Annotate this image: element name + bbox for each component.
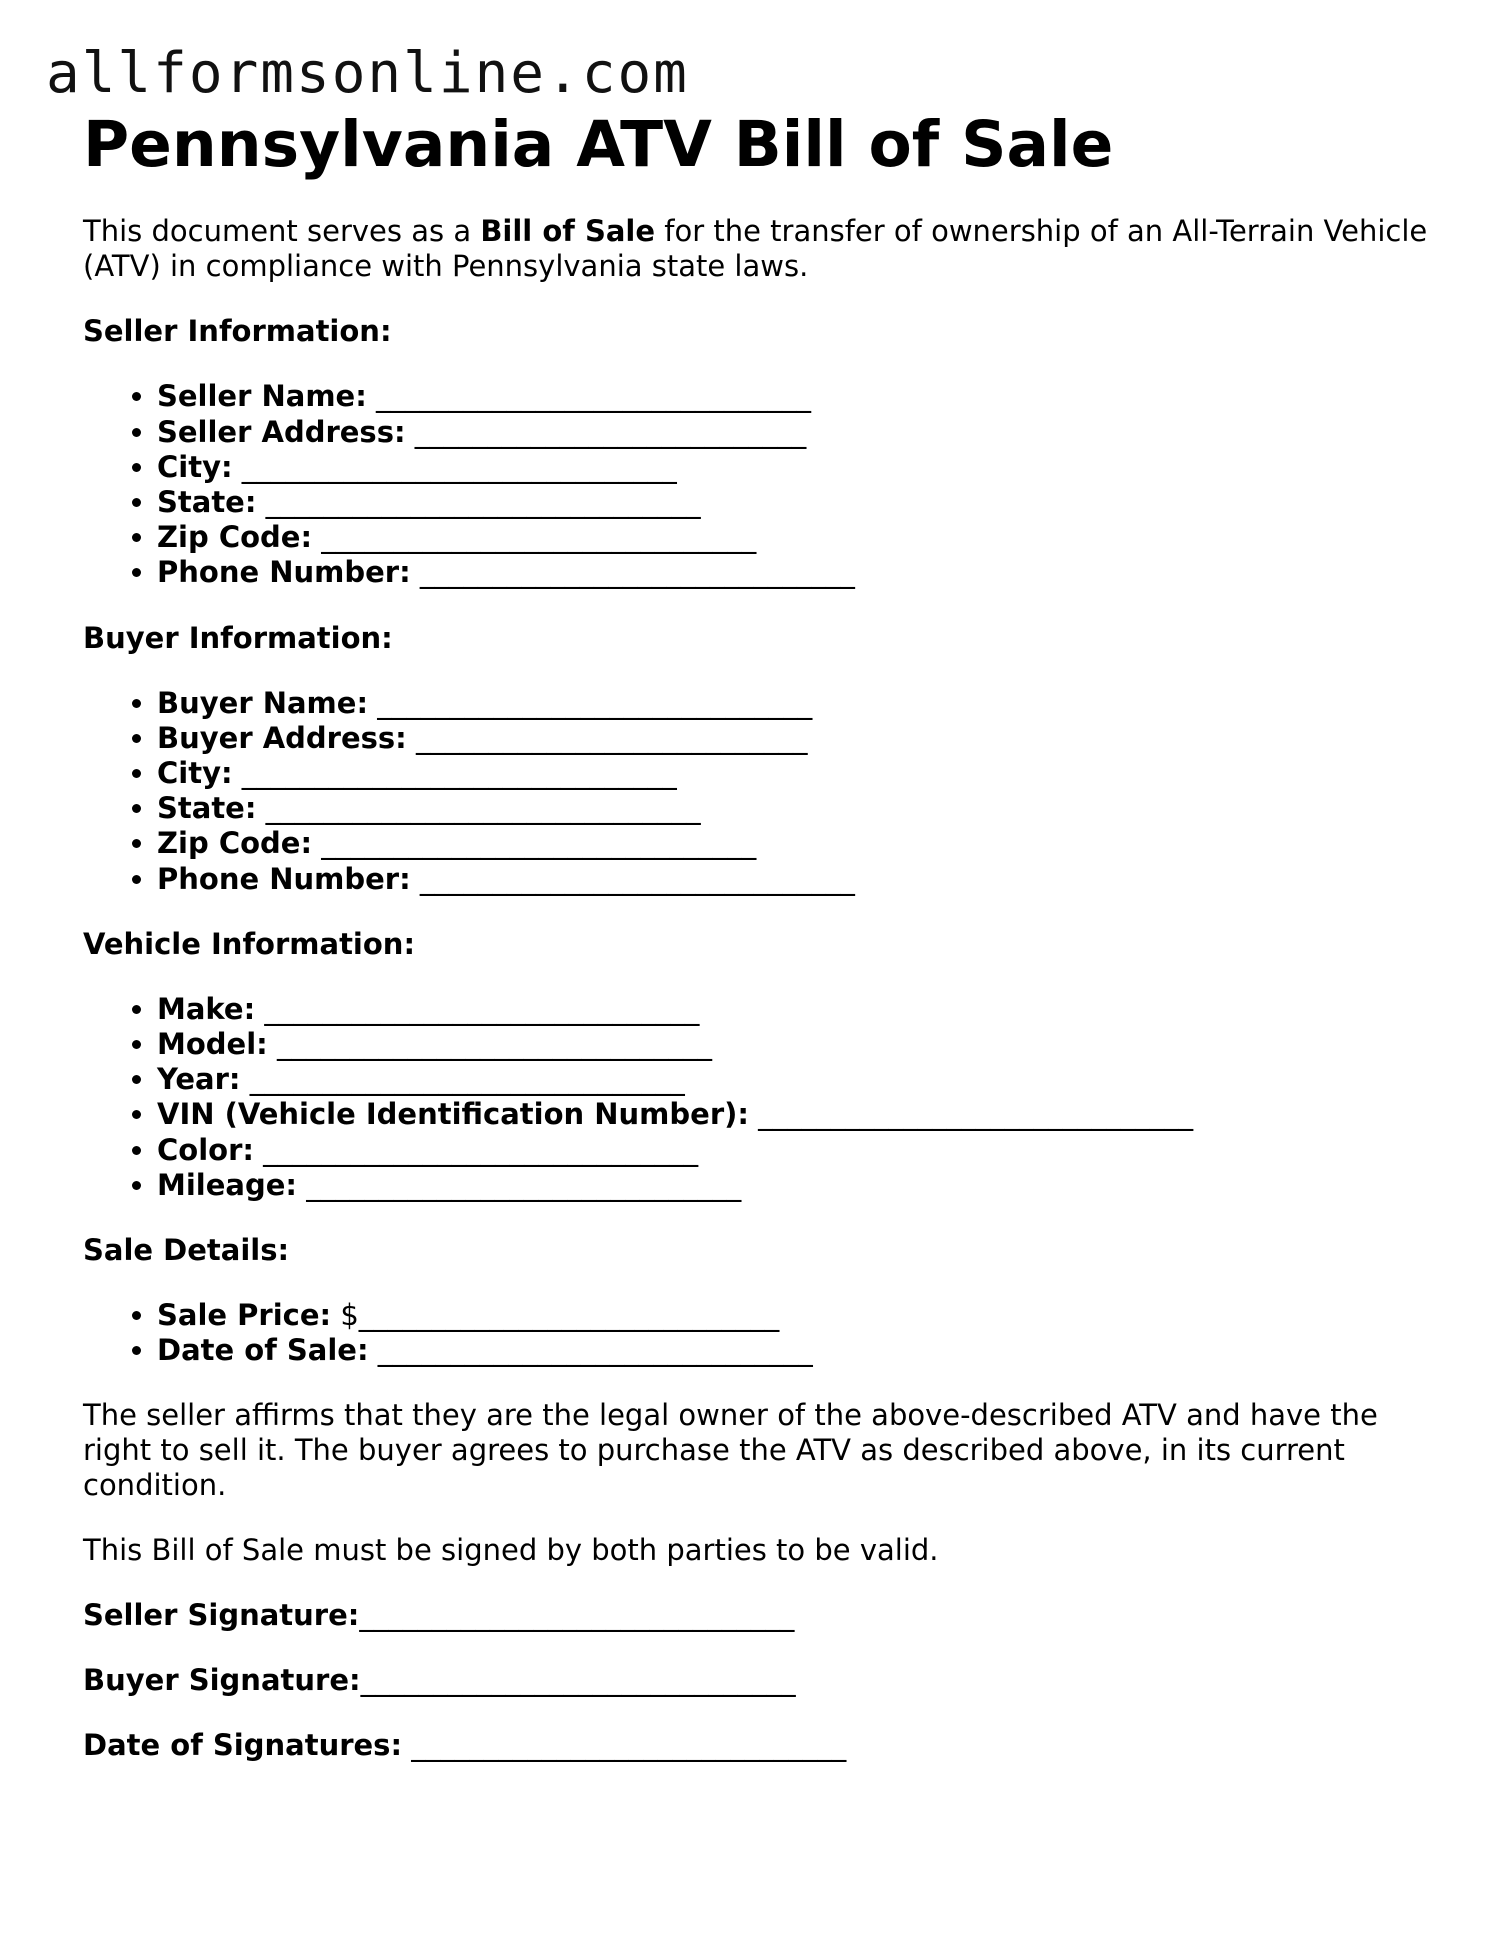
field-blank: ______________________________ <box>410 555 855 590</box>
signature-label: Seller Signature: <box>83 1598 360 1633</box>
field-blank: ______________________________ <box>297 1167 742 1202</box>
buyer-phone-field[interactable] <box>157 862 1433 897</box>
field-label: Sale Price: <box>157 1297 332 1332</box>
intro-text-before: This document serves as a <box>83 214 481 249</box>
field-blank: ______________________________ <box>410 861 855 896</box>
field-blank: ______________________________ <box>366 379 812 414</box>
field-blank: ______________________________ <box>368 1333 813 1368</box>
signature-label: Buyer Signature: <box>83 1663 361 1698</box>
field-blank: ______________________________ <box>256 791 701 826</box>
seller-state-field[interactable] <box>157 485 1433 520</box>
field-blank: $_____________________________ <box>331 1297 780 1332</box>
field-label: Buyer Name: <box>157 685 369 720</box>
buyer-zip-field[interactable] <box>157 826 1433 861</box>
signature-blank: ______________________________ <box>402 1728 847 1763</box>
field-blank: ______________________________ <box>748 1097 1194 1132</box>
seller-section-heading: Seller Information: <box>83 314 392 349</box>
buyer-name-field[interactable] <box>157 686 1433 721</box>
vehicle-mileage-field[interactable] <box>157 1168 1433 1203</box>
field-label: Seller Name: <box>157 379 367 414</box>
signature-blank: ______________________________ <box>359 1598 795 1633</box>
field-label: Make: <box>157 991 256 1026</box>
field-blank: ___________________________ <box>406 720 808 755</box>
vehicle-vin-field[interactable] <box>157 1097 1433 1132</box>
buyer-city-field[interactable] <box>157 756 1433 791</box>
field-label: Year: <box>157 1062 241 1097</box>
buyer-section-heading: Buyer Information: <box>83 620 393 655</box>
field-blank: ______________________________ <box>253 1132 699 1167</box>
intro-paragraph <box>83 214 1433 284</box>
field-label: Phone Number: <box>157 861 411 896</box>
seller-zip-field[interactable] <box>157 520 1433 555</box>
sale-date-field[interactable] <box>157 1333 1433 1368</box>
sale-price-field[interactable] <box>157 1298 1433 1333</box>
page-title: Pennsylvania ATV Bill of Sale <box>83 108 1114 181</box>
vehicle-color-field[interactable] <box>157 1133 1433 1168</box>
intro-text-after: for the transfer of ownership of an All-Terrain Vehicle (ATV) in compliance with Pennsylvania state laws. <box>83 214 1428 284</box>
buyer-field-list <box>83 686 1433 897</box>
buyer-state-field[interactable] <box>157 791 1433 826</box>
field-blank: ______________________________ <box>255 991 700 1026</box>
seller-city-field[interactable] <box>157 450 1433 485</box>
vehicle-model-field[interactable] <box>157 1027 1433 1062</box>
field-blank: ______________________________ <box>312 520 757 555</box>
vehicle-make-field[interactable] <box>157 992 1433 1027</box>
field-blank: ______________________________ <box>256 484 701 519</box>
buyer-signature-field[interactable] <box>83 1663 1433 1698</box>
vehicle-year-field[interactable] <box>157 1062 1433 1097</box>
signature-blank: ______________________________ <box>360 1663 796 1698</box>
field-blank: ______________________________ <box>368 685 813 720</box>
field-blank: ______________________________ <box>232 755 677 790</box>
field-blank: ___________________________ <box>405 414 807 449</box>
affirmation-paragraph: The seller affirms that they are the legal owner of the above-described ATV and have the right to sell it. The buyer agrees to purchase the ATV as described above, in its current condition. <box>83 1398 1378 1503</box>
signature-date-field[interactable] <box>83 1728 1433 1763</box>
validity-paragraph: This Bill of Sale must be signed by both parties to be valid. <box>83 1533 939 1568</box>
intro-bold-term: Bill of Sale <box>480 214 656 249</box>
field-label: City: <box>157 755 233 790</box>
seller-address-field[interactable] <box>157 415 1433 450</box>
field-blank: ______________________________ <box>232 449 677 484</box>
vehicle-section-heading: Vehicle Information: <box>83 926 416 961</box>
field-blank: ______________________________ <box>312 826 757 861</box>
seller-name-field[interactable] <box>157 379 1433 414</box>
bill-of-sale-document <box>83 110 1433 1763</box>
field-blank: ______________________________ <box>267 1026 712 1061</box>
field-label: State: <box>157 484 257 519</box>
field-label: Zip Code: <box>157 826 313 861</box>
watermark-text: allformsonline.com <box>46 41 689 106</box>
field-label: State: <box>157 791 257 826</box>
sale-field-list <box>83 1298 1433 1368</box>
seller-field-list <box>83 379 1433 590</box>
buyer-address-field[interactable] <box>157 721 1433 756</box>
vehicle-field-list <box>83 992 1433 1203</box>
sale-section-heading: Sale Details: <box>83 1232 290 1267</box>
field-label: Model: <box>157 1026 268 1061</box>
signature-label: Date of Signatures: <box>83 1728 403 1763</box>
field-label: Mileage: <box>157 1167 298 1202</box>
field-label: Seller Address: <box>157 414 406 449</box>
field-blank: ______________________________ <box>240 1062 685 1097</box>
seller-signature-field[interactable] <box>83 1598 1433 1633</box>
seller-phone-field[interactable] <box>157 555 1433 590</box>
field-label: Buyer Address: <box>157 720 407 755</box>
field-label: Color: <box>157 1132 254 1167</box>
field-label: Phone Number: <box>157 555 411 590</box>
field-label: Date of Sale: <box>157 1333 369 1368</box>
field-label: Zip Code: <box>157 520 313 555</box>
field-label: City: <box>157 449 233 484</box>
field-label: VIN (Vehicle Identification Number): <box>157 1097 749 1132</box>
